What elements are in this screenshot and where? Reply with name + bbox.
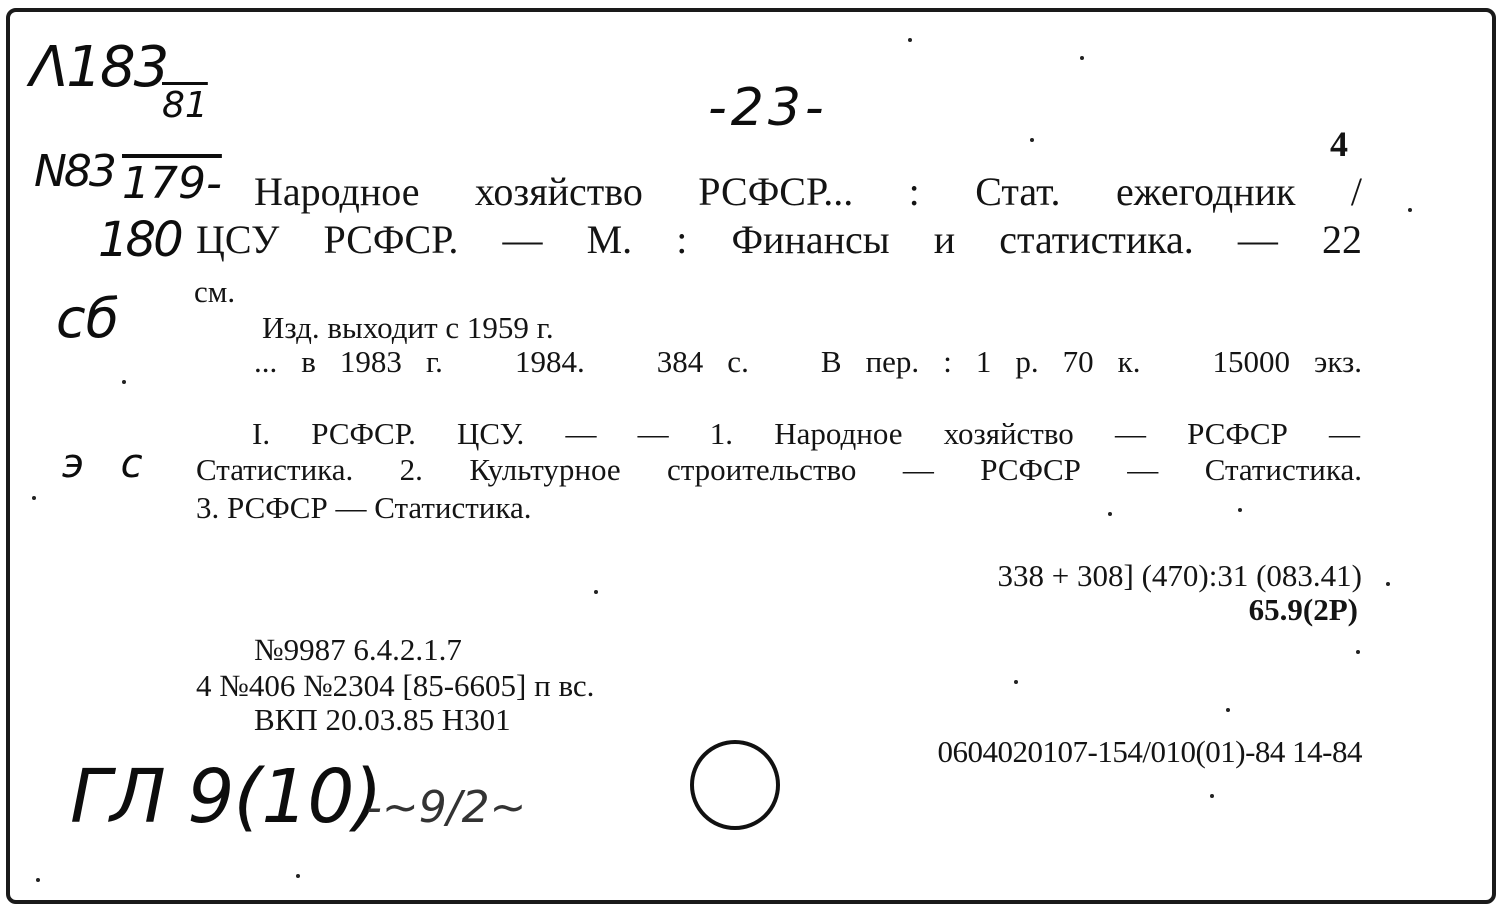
speck — [1030, 138, 1034, 142]
handwritten-range-bottom: 180 — [98, 212, 181, 268]
speck — [1356, 650, 1360, 654]
speck — [1408, 208, 1412, 212]
tracings-line-2: Статистика. 2. Культурное строительство — РСФСР — Статистика. — [196, 452, 1362, 487]
speck — [594, 590, 598, 594]
speck — [1108, 512, 1112, 516]
handwritten-side-mark-1: сб — [56, 287, 119, 350]
tracings-line-1: I. РСФСР. ЦСУ. — — 1. Народное хозяйство — РСФСР — — [252, 416, 1360, 451]
print-info-line-2: 4 №406 №2304 [85-6605] п вс. — [196, 668, 595, 703]
handwritten-bottom-code: ГЛ 9(10) — [70, 754, 382, 840]
circle-stamp — [690, 740, 780, 830]
speck — [122, 380, 126, 384]
udc-code: 338 + 308] (470):31 (083.41) — [997, 558, 1362, 593]
speck — [1226, 708, 1230, 712]
entry-note-1: Изд. выходит с 1959 г. — [262, 310, 554, 345]
tracings-line-3: 3. РСФСР — Статистика. — [196, 490, 532, 525]
handwritten-shelf-mark-2: N83 — [34, 146, 114, 197]
speck — [908, 38, 912, 42]
speck — [32, 496, 36, 500]
card-code: 0604020107-154/010(01)-84 14-84 — [937, 734, 1362, 769]
speck — [1014, 680, 1018, 684]
speck — [1238, 508, 1242, 512]
print-info-line-3: ВКП 20.03.85 Н301 — [254, 702, 511, 737]
speck — [296, 874, 300, 878]
handwritten-range-top: 179- — [122, 158, 222, 209]
speck — [1386, 582, 1390, 586]
print-info-line-1: №9987 6.4.2.1.7 — [254, 632, 462, 667]
entry-note-2: ... в 1983 г. 1984. 384 с. В пер. : 1 р. 70 к. 15000 экз. — [254, 344, 1362, 379]
speck — [1210, 794, 1214, 798]
handwritten-page-mark: -23- — [708, 78, 828, 138]
handwritten-shelf-mark-1-sub: 81 — [162, 85, 208, 126]
handwritten-side-mark-2: э с — [62, 441, 155, 487]
entry-publication-line: ЦСУ РСФСР. — М. : Финансы и статистика. — 22 — [196, 217, 1362, 262]
speck — [36, 878, 40, 882]
entry-size-line: см. — [194, 274, 236, 309]
bbk-code: 65.9(2Р) — [1248, 592, 1358, 627]
entry-title-line: Народное хозяйство РСФСР... : Стат. ежегодник / — [254, 169, 1362, 214]
speck — [1080, 56, 1084, 60]
card-number: 4 — [1330, 124, 1348, 164]
handwritten-shelf-mark-1: Λ183 — [30, 35, 168, 100]
handwritten-bottom-scribble: -~9/2~ — [366, 782, 527, 833]
